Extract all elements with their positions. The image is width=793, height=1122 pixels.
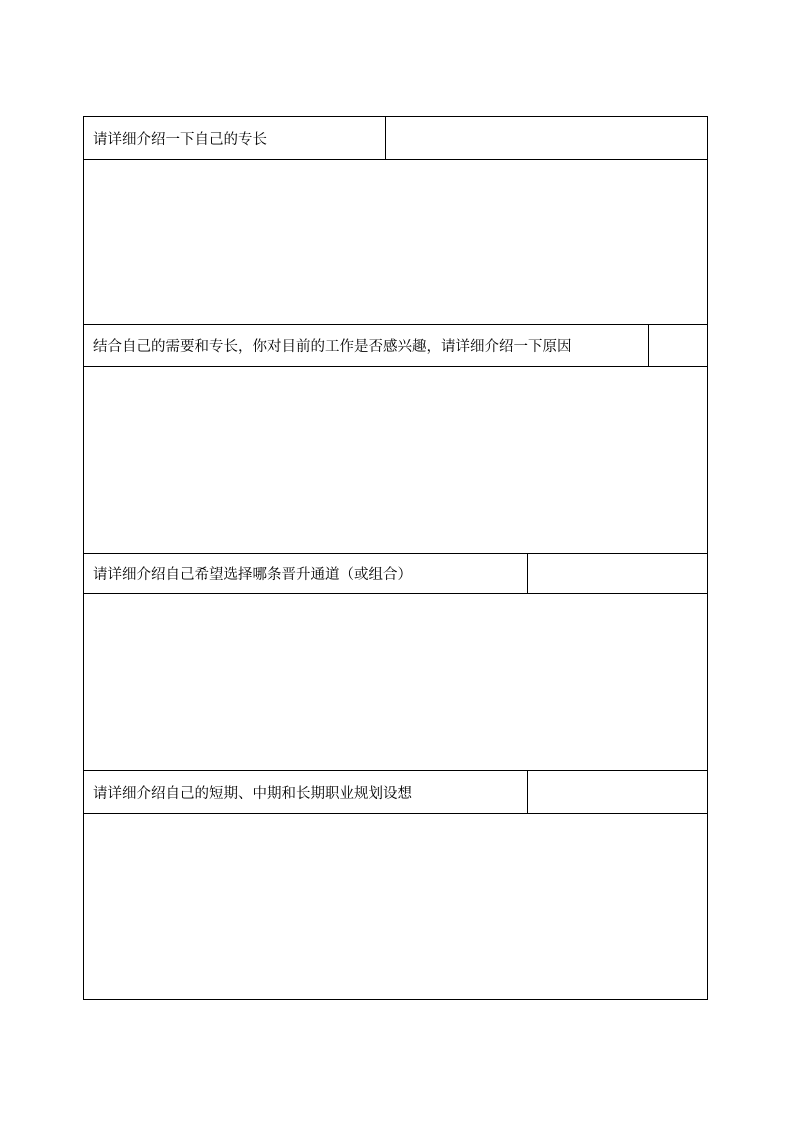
side-field-career-plan[interactable]: [528, 771, 707, 813]
side-field-job-interest[interactable]: [649, 325, 707, 366]
question-row-promotion-path: [84, 554, 707, 594]
question-row-career-plan: [84, 771, 707, 814]
question-label-promotion-path: 请详细介绍自己希望选择哪条晋升通道（或组合）: [84, 554, 528, 593]
question-row-job-interest: [84, 325, 707, 367]
question-label-specialty: 请详细介绍一下自己的专长: [84, 117, 386, 159]
side-field-promotion-path[interactable]: [528, 554, 707, 593]
side-field-specialty[interactable]: [386, 117, 707, 159]
answer-area-career-plan[interactable]: [84, 814, 707, 999]
question-row-specialty: [84, 117, 707, 160]
career-planning-form-table: [83, 116, 708, 1000]
answer-area-promotion-path[interactable]: [84, 594, 707, 771]
answer-area-job-interest[interactable]: [84, 367, 707, 554]
question-label-career-plan: 请详细介绍自己的短期、中期和长期职业规划设想: [84, 771, 528, 813]
answer-area-specialty[interactable]: [84, 160, 707, 325]
question-label-job-interest: 结合自己的需要和专长，你对目前的工作是否感兴趣，请详细介绍一下原因: [84, 325, 649, 366]
